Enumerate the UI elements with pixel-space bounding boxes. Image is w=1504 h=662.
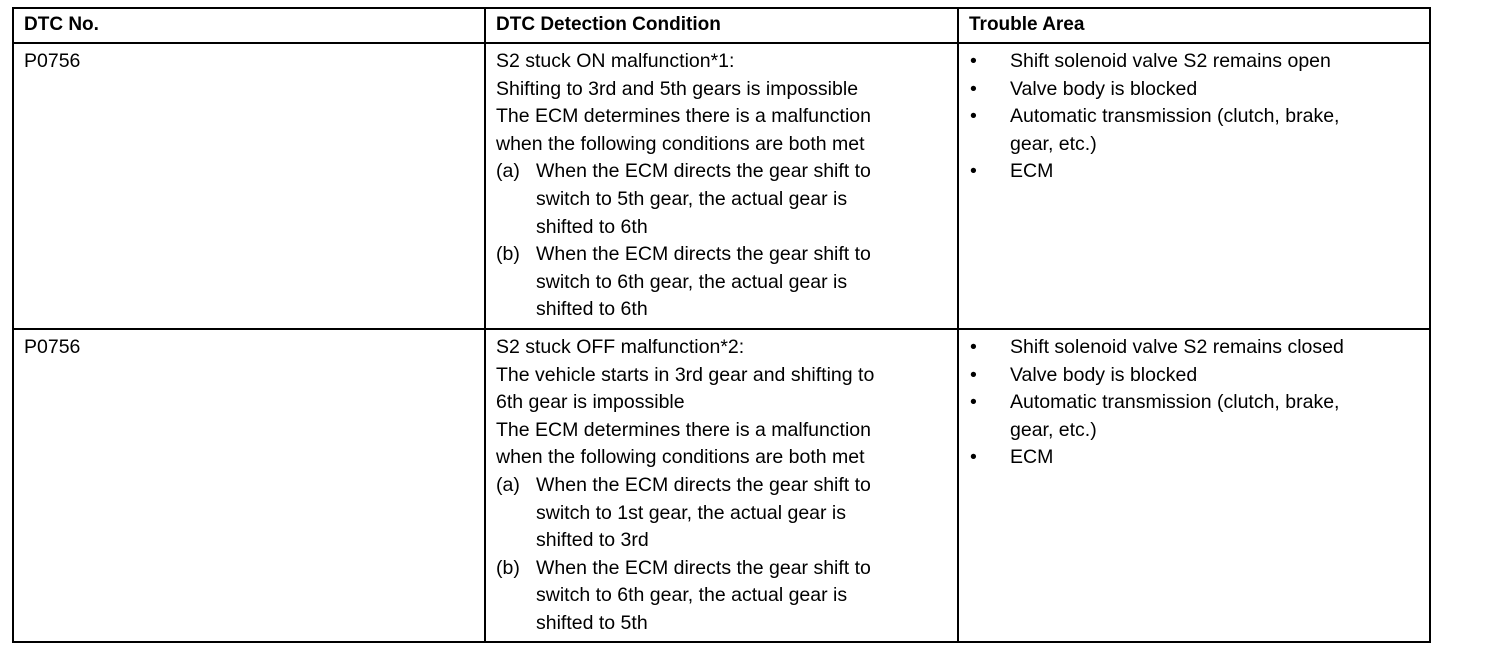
condition-line: The ECM determines there is a malfunction: [496, 105, 871, 128]
list-item: [969, 389, 1419, 444]
sub-condition-line: switch to 1st gear, the actual gear is: [536, 501, 847, 524]
trouble-area-line: Valve body is blocked: [1010, 77, 1198, 100]
trouble-area-line: Shift solenoid valve S2 remains closed: [1010, 335, 1344, 358]
list-item: [969, 158, 1419, 186]
sub-condition-line: shifted to 3rd: [536, 529, 649, 552]
detection-condition-cell: [485, 43, 958, 329]
sub-condition: [496, 241, 947, 324]
trouble-area-cell: [958, 43, 1430, 329]
condition-line: S2 stuck OFF malfunction*2:: [496, 335, 745, 358]
trouble-area-line: gear, etc.): [1010, 132, 1097, 155]
sub-condition-line: switch to 6th gear, the actual gear is: [536, 584, 848, 607]
bullet-icon: •: [970, 50, 977, 72]
trouble-area-cell: [958, 329, 1430, 643]
trouble-area-list: [969, 334, 1419, 472]
sub-condition-line: switch to 5th gear, the actual gear is: [536, 187, 848, 210]
sub-condition-tag: (a): [496, 473, 520, 496]
condition-line: Shifting to 3rd and 5th gears is impossible: [496, 77, 859, 100]
condition-line: The ECM determines there is a malfunction: [496, 418, 871, 441]
sub-condition-line: When the ECM directs the gear shift to: [536, 243, 871, 266]
trouble-area-line: ECM: [1010, 160, 1054, 183]
sub-condition: [496, 158, 947, 241]
trouble-area-line: Automatic transmission (clutch, brake,: [1010, 105, 1340, 128]
sub-condition-line: switch to 6th gear, the actual gear is: [536, 270, 848, 293]
sub-condition-line: When the ECM directs the gear shift to: [536, 473, 871, 496]
sub-condition: [496, 472, 947, 555]
list-item: [969, 362, 1419, 390]
condition-line: when the following conditions are both met: [496, 132, 865, 155]
bullet-icon: •: [970, 446, 977, 469]
trouble-area-line: ECM: [1010, 446, 1054, 469]
bullet-icon: •: [970, 363, 977, 386]
trouble-area-line: Shift solenoid valve S2 remains open: [1010, 50, 1331, 72]
list-item: [969, 334, 1419, 362]
header-dtc-no: DTC No.: [13, 8, 485, 43]
list-item: [969, 76, 1419, 104]
sub-condition-tag: (a): [496, 160, 520, 183]
header-row: [13, 8, 1430, 43]
header-trouble-area: Trouble Area: [958, 8, 1430, 43]
condition-line: 6th gear is impossible: [496, 391, 685, 414]
sub-condition-line: shifted to 6th: [536, 215, 648, 238]
bullet-icon: •: [970, 335, 977, 358]
condition-line: when the following conditions are both met: [496, 446, 865, 469]
trouble-area-list: [969, 48, 1419, 186]
bullet-icon: •: [970, 391, 977, 414]
dtc-code: P0756: [24, 50, 81, 72]
trouble-area-line: Automatic transmission (clutch, brake,: [1010, 391, 1340, 414]
sub-condition-tag: (b): [496, 556, 520, 579]
sub-condition-line: shifted to 6th: [536, 298, 648, 321]
sub-condition-line: shifted to 5th: [536, 611, 648, 634]
table-row: [13, 43, 1430, 329]
trouble-area-line: gear, etc.): [1010, 418, 1097, 441]
sub-condition-line: When the ECM directs the gear shift to: [536, 556, 871, 579]
list-item: [969, 103, 1419, 158]
condition-line: The vehicle starts in 3rd gear and shifting to: [496, 363, 875, 386]
dtc-table: [12, 7, 1431, 643]
sub-condition-tag: (b): [496, 243, 520, 266]
dtc-number-cell: [13, 43, 485, 329]
bullet-icon: •: [970, 160, 977, 183]
detection-condition-cell: [485, 329, 958, 643]
trouble-area-line: Valve body is blocked: [1010, 363, 1198, 386]
bullet-icon: •: [970, 105, 977, 128]
sub-condition-line: When the ECM directs the gear shift to: [536, 160, 871, 183]
table-row: [13, 329, 1430, 643]
dtc-code: P0756: [24, 335, 81, 358]
list-item: [969, 444, 1419, 472]
bullet-icon: •: [970, 77, 977, 100]
dtc-number-cell: [13, 329, 485, 643]
header-detection-condition: DTC Detection Condition: [485, 8, 958, 43]
condition-line: S2 stuck ON malfunction*1:: [496, 50, 735, 72]
sub-condition: [496, 555, 947, 638]
list-item: [969, 48, 1419, 76]
